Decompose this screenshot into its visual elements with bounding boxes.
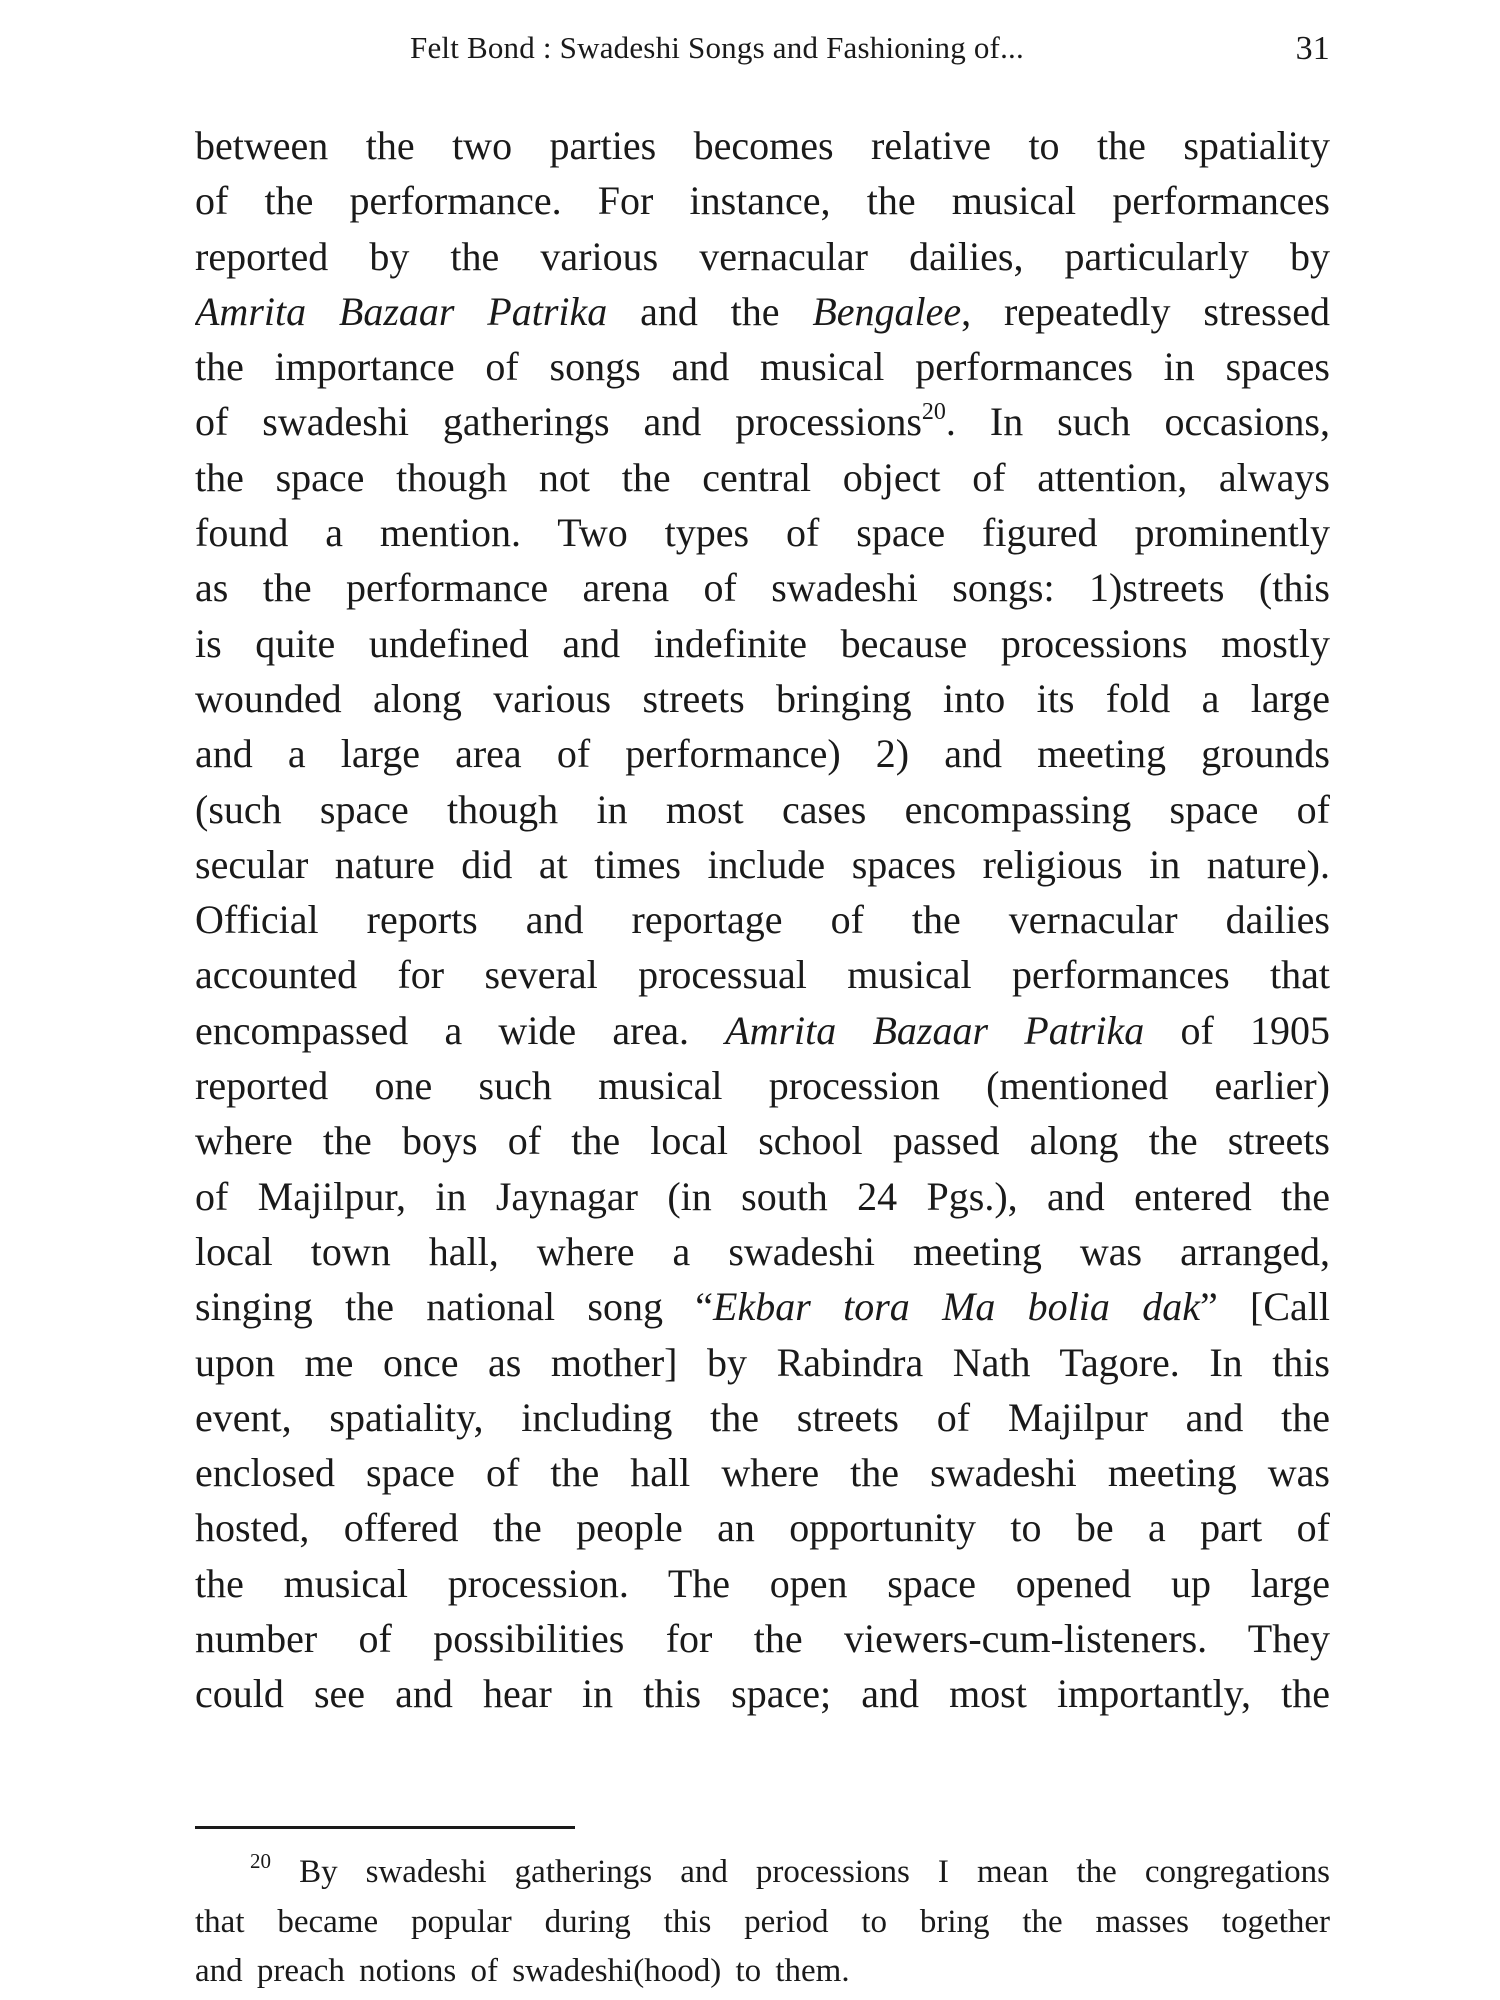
text-line: and a large area of performance) 2) and meeting grounds (195, 731, 1330, 777)
text-line: encompassed a wide area. Amrita Bazaar Patrika of 1905 (195, 1007, 1330, 1053)
text-line: where the boys of the local school passed along the streets (195, 1118, 1330, 1164)
page-number: 31 (1295, 30, 1330, 67)
text-line: could see and hear in this space; and most importantly, the (195, 1671, 1330, 1717)
text-line: event, spatiality, including the streets of Majilpur and the (195, 1394, 1330, 1440)
text-line: of Majilpur, in Jaynagar (in south 24 Pgs.), and entered the (195, 1173, 1330, 1219)
text-line: the importance of songs and musical performances in spaces (195, 344, 1330, 390)
running-title: Felt Bond : Swadeshi Songs and Fashioning of... (410, 30, 1024, 65)
italic-title: Bengalee (812, 288, 962, 334)
footnote-line: that became popular during this period to bring the masses together (195, 1903, 1330, 1940)
text-line: of the performance. For instance, the musical performances (195, 178, 1330, 224)
text-line: Official reports and reportage of the vernacular dailies (195, 897, 1330, 943)
footnote-line (195, 1848, 1330, 1898)
footnote-marker: 20 (250, 1849, 271, 1873)
body-paragraph (195, 118, 1330, 1722)
text-line: number of possibilities for the viewers-cum-listeners. They (195, 1616, 1330, 1662)
text-line: secular nature did at times include spaces religious in nature). (195, 841, 1330, 887)
text-line: reported one such musical procession (mentioned earlier) (195, 1063, 1330, 1109)
text-line: between the two parties becomes relative to the spatiality (195, 123, 1330, 168)
footnote-reference: 20 (921, 399, 946, 426)
text-line: local town hall, where a swadeshi meeting was arranged, (195, 1228, 1330, 1274)
text-line: wounded along various streets bringing into its fold a large (195, 675, 1330, 721)
running-header (195, 30, 1330, 80)
text-line: is quite undefined and indefinite because processions mostly (195, 620, 1330, 666)
text-line: of swadeshi gatherings and processions$^{20}$. In such occasions, (195, 399, 1330, 445)
italic-title: Amrita Bazaar Patrika (725, 1007, 1145, 1053)
footnote-divider (195, 1826, 575, 1829)
text-line: (such space though in most cases encompassing space of (195, 786, 1330, 832)
text-line: as the performance arena of swadeshi songs: 1)streets (this (195, 565, 1330, 611)
text-line: the space though not the central object of attention, always (195, 454, 1330, 500)
text-line: found a mention. Two types of space figured prominently (195, 510, 1330, 556)
italic-title: Ekbar tora Ma bolia dak (713, 1284, 1200, 1330)
text-line: accounted for several processual musical performances that (195, 952, 1330, 998)
text-line: singing the national song “Ekbar tora Ma bolia dak” [Call (195, 1284, 1330, 1330)
text-line: the musical procession. The open space opened up large (195, 1560, 1330, 1606)
text-line: upon me once as mother] by Rabindra Nath Tagore. In this (195, 1339, 1330, 1385)
footnote-text: By swadeshi gatherings and processions I mean the congregations (299, 1854, 1330, 1890)
text-line: Amrita Bazaar Patrika and the Bengalee, repeatedly stressed (195, 288, 1330, 334)
footnote-20 (195, 1848, 1330, 1997)
italic-title: Amrita Bazaar Patrika (195, 288, 608, 334)
text-line: reported by the various vernacular dailies, particularly by (195, 233, 1330, 279)
text-line: enclosed space of the hall where the swadeshi meeting was (195, 1450, 1330, 1496)
footnote-line: and preach notions of swadeshi(hood) to them. (195, 1953, 850, 1989)
text-line: hosted, offered the people an opportunity to be a part of (195, 1505, 1330, 1551)
